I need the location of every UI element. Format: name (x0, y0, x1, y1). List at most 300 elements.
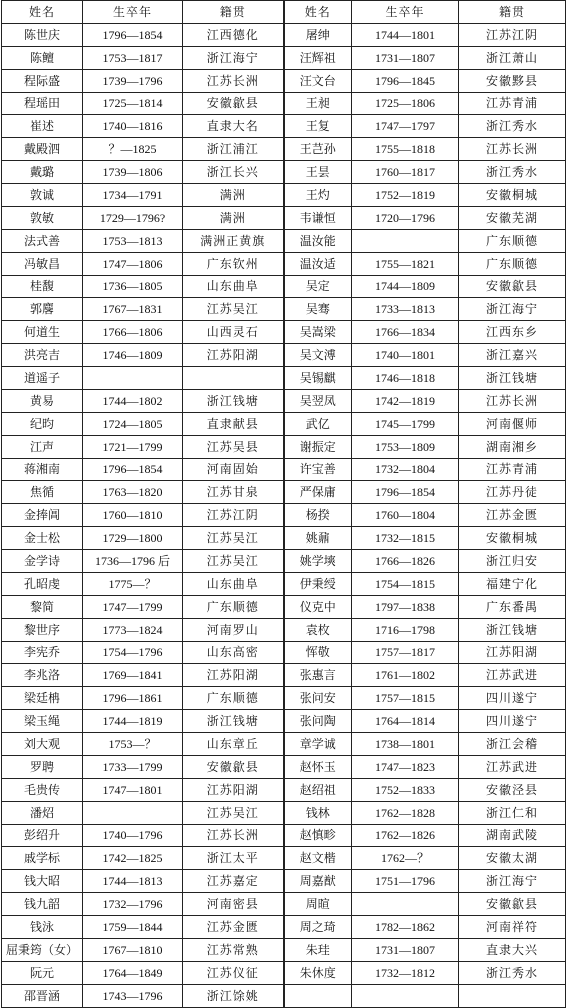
cell-name-left: 屈秉筠（女） (2, 938, 83, 961)
cell-years-left: 1767—1810 (83, 938, 183, 961)
cell-origin-left: 江苏常熟 (183, 938, 284, 961)
table-row (2, 778, 566, 801)
cell-years-left: 1796—1854 (83, 23, 183, 46)
cell-origin-left: 江苏吴江 (183, 801, 284, 824)
cell-origin-right: 安徽桐城 (459, 184, 566, 207)
cell-years-left: 1766—1806 (83, 321, 183, 344)
cell-name-right: 周嘉猷 (284, 870, 352, 893)
cell-years-left: 1744—1819 (83, 710, 183, 733)
cell-years-left: 1721—1799 (83, 435, 183, 458)
cell-origin-right: 浙江海宁 (459, 870, 566, 893)
cell-years-left: 1742—1825 (83, 847, 183, 870)
table-row (2, 870, 566, 893)
cell-years-left: 1729—1796? (83, 206, 183, 229)
cell-name-left: 桂馥 (2, 275, 83, 298)
table-row (2, 321, 566, 344)
cell-years-right: 1762—1826 (352, 824, 459, 847)
cell-years-right: 1744—1801 (352, 23, 459, 46)
cell-origin-right: 江苏长洲 (459, 389, 566, 412)
cell-origin-left: 浙江钱塘 (183, 389, 284, 412)
cell-years-left: 1775—？ (83, 572, 183, 595)
cell-name-left: 郭麐 (2, 298, 83, 321)
biography-table (1, 0, 566, 1008)
cell-name-left: 敦敏 (2, 206, 83, 229)
cell-years-left: 1754—1796 (83, 641, 183, 664)
cell-years-right: 1744—1809 (352, 275, 459, 298)
cell-years-right (352, 229, 459, 252)
cell-origin-left: 浙江海宁 (183, 46, 284, 69)
cell-name-right: 赵怀玉 (284, 755, 352, 778)
cell-name-left: 戴璐 (2, 161, 83, 184)
cell-name-left: 李宪乔 (2, 641, 83, 664)
cell-origin-left: 江苏甘泉 (183, 481, 284, 504)
cell-origin-right: 浙江秀水 (459, 961, 566, 984)
table-row (2, 847, 566, 870)
cell-years-right: 1732—1815 (352, 527, 459, 550)
cell-years-right: 1738—1801 (352, 733, 459, 756)
cell-years-left: 1769—1841 (83, 664, 183, 687)
table-row (2, 184, 566, 207)
cell-years-right: 1747—1797 (352, 115, 459, 138)
table-row (2, 161, 566, 184)
cell-years-right: 1720—1796 (352, 206, 459, 229)
table-row (2, 206, 566, 229)
cell-years-right: 1753—1809 (352, 435, 459, 458)
cell-origin-left: 直隶大名 (183, 115, 284, 138)
cell-name-left: 法式善 (2, 229, 83, 252)
cell-years-right: 1716—1798 (352, 618, 459, 641)
cell-years-left (83, 801, 183, 824)
table-row (2, 504, 566, 527)
table-row (2, 298, 566, 321)
cell-years-left: 1747—1801 (83, 778, 183, 801)
cell-origin-left (183, 367, 284, 390)
cell-origin-left: 浙江长兴 (183, 161, 284, 184)
header-origin-right: 籍贯 (459, 1, 566, 24)
table-row (2, 275, 566, 298)
cell-years-left: 1740—1816 (83, 115, 183, 138)
cell-origin-left: 江苏长洲 (183, 69, 284, 92)
cell-name-left: 江声 (2, 435, 83, 458)
cell-name-left: 潘炤 (2, 801, 83, 824)
cell-name-right: 吴锡麒 (284, 367, 352, 390)
cell-years-right: 1757—1815 (352, 687, 459, 710)
cell-years-left: 1764—1849 (83, 961, 183, 984)
cell-origin-left: 江苏仪征 (183, 961, 284, 984)
cell-name-left: 阮元 (2, 961, 83, 984)
cell-origin-left: 满洲正黄旗 (183, 229, 284, 252)
cell-name-right: 汪文台 (284, 69, 352, 92)
table-row (2, 389, 566, 412)
cell-name-left: 道遥子 (2, 367, 83, 390)
cell-years-right: 1766—1826 (352, 550, 459, 573)
cell-origin-left: 安徽歙县 (183, 755, 284, 778)
cell-name-left: 钱大昭 (2, 870, 83, 893)
cell-name-right: 姚学塽 (284, 550, 352, 573)
cell-name-right: 许宝善 (284, 458, 352, 481)
header-years-right: 生卒年 (352, 1, 459, 24)
cell-name-left: 孔昭虔 (2, 572, 83, 595)
cell-years-left: 1746—1809 (83, 344, 183, 367)
cell-origin-left: 安徽歙县 (183, 92, 284, 115)
cell-name-left: 蒋湘南 (2, 458, 83, 481)
cell-origin-right: 江苏青浦 (459, 458, 566, 481)
table-row (2, 92, 566, 115)
cell-origin-right: 安徽泾县 (459, 778, 566, 801)
cell-name-left: 彭绍升 (2, 824, 83, 847)
cell-years-left: 1763—1820 (83, 481, 183, 504)
cell-origin-right: 江苏阳湖 (459, 641, 566, 664)
cell-origin-right: 浙江秀水 (459, 161, 566, 184)
cell-years-left: 1796—1854 (83, 458, 183, 481)
cell-origin-right: 广东番禺 (459, 595, 566, 618)
cell-years-right: 1760—1817 (352, 161, 459, 184)
cell-years-right: 1731—1807 (352, 46, 459, 69)
cell-years-right: 1766—1834 (352, 321, 459, 344)
cell-origin-right: 安徽桐城 (459, 527, 566, 550)
table-row (2, 618, 566, 641)
cell-name-left: 黎简 (2, 595, 83, 618)
table-row (2, 550, 566, 573)
cell-years-left: 1740—1796 (83, 824, 183, 847)
header-origin-left: 籍贯 (183, 1, 284, 24)
cell-origin-right: 江西东乡 (459, 321, 566, 344)
cell-years-left (83, 367, 183, 390)
cell-years-right: 1731—1807 (352, 938, 459, 961)
cell-years-right: 1796—1845 (352, 69, 459, 92)
cell-years-right (352, 893, 459, 916)
cell-name-right: 王昶 (284, 92, 352, 115)
cell-name-left: 梁玉绳 (2, 710, 83, 733)
cell-origin-right: 浙江钱塘 (459, 618, 566, 641)
cell-name-left: 崔述 (2, 115, 83, 138)
table-row (2, 344, 566, 367)
cell-origin-left: 江苏嘉定 (183, 870, 284, 893)
cell-origin-left: 直隶献县 (183, 412, 284, 435)
cell-origin-right: 江苏金匮 (459, 504, 566, 527)
cell-years-right: 1762—？ (352, 847, 459, 870)
cell-name-right: 赵慎畛 (284, 824, 352, 847)
cell-years-left: 1759—1844 (83, 916, 183, 939)
cell-origin-left: 河南密县 (183, 893, 284, 916)
cell-name-right: 张问陶 (284, 710, 352, 733)
cell-origin-right: 江苏青浦 (459, 92, 566, 115)
cell-years-right (352, 984, 459, 1007)
cell-years-right: 1740—1801 (352, 344, 459, 367)
cell-years-left: 1747—1806 (83, 252, 183, 275)
cell-years-right: 1752—1833 (352, 778, 459, 801)
table-row (2, 824, 566, 847)
table-row (2, 367, 566, 390)
cell-years-right: 1732—1804 (352, 458, 459, 481)
cell-years-left: 1732—1796 (83, 893, 183, 916)
table-row (2, 572, 566, 595)
cell-years-right: 1764—1814 (352, 710, 459, 733)
cell-name-right: 朱珪 (284, 938, 352, 961)
cell-origin-left: 江苏吴县 (183, 435, 284, 458)
cell-origin-right: 广东顺德 (459, 229, 566, 252)
cell-origin-left: 河南固始 (183, 458, 284, 481)
cell-name-left: 纪昀 (2, 412, 83, 435)
cell-years-right: 1752—1819 (352, 184, 459, 207)
table-row (2, 46, 566, 69)
cell-name-right: 屠绅 (284, 23, 352, 46)
cell-name-right: 严保庸 (284, 481, 352, 504)
cell-origin-left: 山东曲阜 (183, 572, 284, 595)
cell-name-left: 钱泳 (2, 916, 83, 939)
cell-origin-right: 四川遂宁 (459, 687, 566, 710)
cell-name-left: 陈世庆 (2, 23, 83, 46)
cell-origin-left: 江苏吴江 (183, 527, 284, 550)
cell-name-left: 金士松 (2, 527, 83, 550)
cell-years-right: 1751—1796 (352, 870, 459, 893)
cell-origin-right: 浙江海宁 (459, 298, 566, 321)
cell-years-right: 1747—1823 (352, 755, 459, 778)
cell-origin-right: 江苏武进 (459, 664, 566, 687)
cell-name-left: 黎世序 (2, 618, 83, 641)
cell-name-left: 焦循 (2, 481, 83, 504)
cell-name-right: 伊秉绶 (284, 572, 352, 595)
cell-origin-left: 广东钦州 (183, 252, 284, 275)
cell-name-right: 谢振定 (284, 435, 352, 458)
cell-origin-right: 浙江会稽 (459, 733, 566, 756)
cell-years-left: 1744—1802 (83, 389, 183, 412)
cell-name-right: 王芑孙 (284, 138, 352, 161)
cell-origin-left: 江苏江阴 (183, 504, 284, 527)
cell-years-right: 1746—1818 (352, 367, 459, 390)
cell-name-right (284, 984, 352, 1007)
cell-origin-left: 江苏阳湖 (183, 344, 284, 367)
cell-origin-left: 江苏吴江 (183, 550, 284, 573)
cell-name-right: 吴骞 (284, 298, 352, 321)
cell-years-left: 1724—1805 (83, 412, 183, 435)
cell-years-right: 1755—1821 (352, 252, 459, 275)
cell-name-right: 王复 (284, 115, 352, 138)
cell-years-left: 1747—1799 (83, 595, 183, 618)
cell-origin-right: 浙江嘉兴 (459, 344, 566, 367)
cell-years-left: 1743—1796 (83, 984, 183, 1007)
cell-name-left: 毛贵传 (2, 778, 83, 801)
header-name-right: 姓名 (284, 1, 352, 24)
cell-origin-right: 湖南武陵 (459, 824, 566, 847)
cell-name-right: 王昙 (284, 161, 352, 184)
cell-years-left: 1753—1813 (83, 229, 183, 252)
cell-name-left: 钱九韶 (2, 893, 83, 916)
cell-name-left: 梁廷柟 (2, 687, 83, 710)
table-row (2, 115, 566, 138)
cell-years-right: 1757—1817 (352, 641, 459, 664)
cell-name-left: 戚学标 (2, 847, 83, 870)
table-row (2, 458, 566, 481)
table-row (2, 755, 566, 778)
table-row (2, 687, 566, 710)
cell-origin-left: 江苏阳湖 (183, 664, 284, 687)
biography-table-sheet (1, 0, 565, 1008)
cell-name-left: 洪亮吉 (2, 344, 83, 367)
cell-origin-left: 河南罗山 (183, 618, 284, 641)
cell-name-right: 杨揆 (284, 504, 352, 527)
table-row (2, 733, 566, 756)
cell-name-right: 章学诚 (284, 733, 352, 756)
cell-origin-left: 山东高密 (183, 641, 284, 664)
cell-origin-left: 山东曲阜 (183, 275, 284, 298)
cell-origin-right: 浙江秀水 (459, 115, 566, 138)
header-name-left: 姓名 (2, 1, 83, 24)
cell-name-right: 吴翌凤 (284, 389, 352, 412)
cell-origin-right: 江苏长洲 (459, 138, 566, 161)
cell-origin-right: 安徽太湖 (459, 847, 566, 870)
cell-years-left: 1767—1831 (83, 298, 183, 321)
cell-origin-left: 山西灵石 (183, 321, 284, 344)
cell-origin-right: 湖南湘乡 (459, 435, 566, 458)
cell-years-left: 1729—1800 (83, 527, 183, 550)
cell-name-right: 钱林 (284, 801, 352, 824)
cell-origin-right: 直隶大兴 (459, 938, 566, 961)
cell-origin-left: 山东章丘 (183, 733, 284, 756)
cell-origin-right (459, 984, 566, 1007)
cell-name-left: 程际盛 (2, 69, 83, 92)
cell-name-left: 李兆洛 (2, 664, 83, 687)
table-row (2, 138, 566, 161)
cell-name-right: 恽敬 (284, 641, 352, 664)
cell-name-right: 赵绍祖 (284, 778, 352, 801)
cell-years-left: 1736—1805 (83, 275, 183, 298)
cell-years-right: 1796—1854 (352, 481, 459, 504)
table-row (2, 527, 566, 550)
cell-origin-right: 广东顺德 (459, 252, 566, 275)
cell-years-right: 1754—1815 (352, 572, 459, 595)
cell-years-left: 1736—1796 后 (83, 550, 183, 573)
cell-years-right: 1762—1828 (352, 801, 459, 824)
cell-origin-right: 福建宁化 (459, 572, 566, 595)
cell-years-left: 1753—1817 (83, 46, 183, 69)
cell-name-right: 张问安 (284, 687, 352, 710)
cell-origin-left: 满洲 (183, 206, 284, 229)
cell-years-right: 1782—1862 (352, 916, 459, 939)
cell-name-left: 金学诗 (2, 550, 83, 573)
table-row (2, 961, 566, 984)
cell-name-right: 武亿 (284, 412, 352, 435)
table-body (2, 23, 566, 1007)
cell-name-left: 何道生 (2, 321, 83, 344)
cell-name-left: 戴殿泗 (2, 138, 83, 161)
header-row (2, 1, 566, 24)
table-row (2, 252, 566, 275)
cell-origin-left: 广东顺德 (183, 595, 284, 618)
cell-name-left: 金捧阊 (2, 504, 83, 527)
cell-name-right: 吴定 (284, 275, 352, 298)
cell-origin-right: 江苏武进 (459, 755, 566, 778)
cell-origin-left: 满洲 (183, 184, 284, 207)
table-row (2, 69, 566, 92)
table-row (2, 229, 566, 252)
cell-name-right: 朱休度 (284, 961, 352, 984)
cell-origin-right: 四川遂宁 (459, 710, 566, 733)
cell-years-right: 1760—1804 (352, 504, 459, 527)
cell-years-left: 1773—1824 (83, 618, 183, 641)
cell-name-right: 袁枚 (284, 618, 352, 641)
cell-origin-left: 广东顺德 (183, 687, 284, 710)
cell-years-left: 1744—1813 (83, 870, 183, 893)
cell-origin-right: 浙江钱塘 (459, 367, 566, 390)
cell-name-right: 温汝能 (284, 229, 352, 252)
cell-years-right: 1797—1838 (352, 595, 459, 618)
table-row (2, 916, 566, 939)
header-years-left: 生卒年 (83, 1, 183, 24)
cell-name-right: 周暄 (284, 893, 352, 916)
cell-origin-right: 安徽歙县 (459, 893, 566, 916)
cell-name-left: 邵晋涵 (2, 984, 83, 1007)
cell-years-right: 1733—1813 (352, 298, 459, 321)
cell-name-right: 吴文溥 (284, 344, 352, 367)
table-row (2, 23, 566, 46)
cell-years-left: 1753—？ (83, 733, 183, 756)
cell-years-left: 1796—1861 (83, 687, 183, 710)
cell-origin-left: 江苏吴江 (183, 298, 284, 321)
cell-years-right: 1742—1819 (352, 389, 459, 412)
table-row (2, 664, 566, 687)
cell-origin-left: 浙江太平 (183, 847, 284, 870)
cell-origin-right: 江苏江阴 (459, 23, 566, 46)
cell-name-right: 仪克中 (284, 595, 352, 618)
cell-name-right: 赵文楷 (284, 847, 352, 870)
cell-name-right: 吴嵩梁 (284, 321, 352, 344)
cell-origin-left: 江苏阳湖 (183, 778, 284, 801)
cell-origin-right: 安徽黟县 (459, 69, 566, 92)
table-row (2, 710, 566, 733)
table-row (2, 641, 566, 664)
cell-origin-left: 江苏长洲 (183, 824, 284, 847)
cell-origin-left: 浙江钱塘 (183, 710, 284, 733)
cell-origin-left: 浙江馀姚 (183, 984, 284, 1007)
table-row (2, 435, 566, 458)
cell-origin-right: 江苏丹徒 (459, 481, 566, 504)
cell-origin-right: 浙江归安 (459, 550, 566, 573)
cell-origin-right: 浙江仁和 (459, 801, 566, 824)
cell-name-right: 周之琦 (284, 916, 352, 939)
cell-years-left: 1734—1791 (83, 184, 183, 207)
cell-origin-right: 安徽歙县 (459, 275, 566, 298)
cell-years-left: 1733—1799 (83, 755, 183, 778)
cell-origin-left: 江苏金匮 (183, 916, 284, 939)
cell-name-right: 韦谦恒 (284, 206, 352, 229)
cell-name-left: 程瑶田 (2, 92, 83, 115)
cell-years-right: 1755—1818 (352, 138, 459, 161)
cell-name-left: 刘大观 (2, 733, 83, 756)
cell-years-left: 1739—1806 (83, 161, 183, 184)
cell-years-right: 1745—1799 (352, 412, 459, 435)
table-row (2, 801, 566, 824)
cell-name-left: 黄易 (2, 389, 83, 412)
cell-years-right: 1725—1806 (352, 92, 459, 115)
table-row (2, 938, 566, 961)
cell-name-right: 张惠言 (284, 664, 352, 687)
cell-name-right: 汪辉祖 (284, 46, 352, 69)
cell-name-left: 敦诚 (2, 184, 83, 207)
cell-years-left: ？—1825 (83, 138, 183, 161)
table-row (2, 893, 566, 916)
cell-years-right: 1761—1802 (352, 664, 459, 687)
cell-years-right: 1732—1812 (352, 961, 459, 984)
cell-name-right: 姚鼐 (284, 527, 352, 550)
table-row (2, 481, 566, 504)
table-row (2, 595, 566, 618)
cell-years-left: 1760—1810 (83, 504, 183, 527)
cell-name-right: 温汝适 (284, 252, 352, 275)
cell-origin-left: 江西德化 (183, 23, 284, 46)
cell-origin-right: 安徽芜湖 (459, 206, 566, 229)
cell-name-left: 陈鳣 (2, 46, 83, 69)
